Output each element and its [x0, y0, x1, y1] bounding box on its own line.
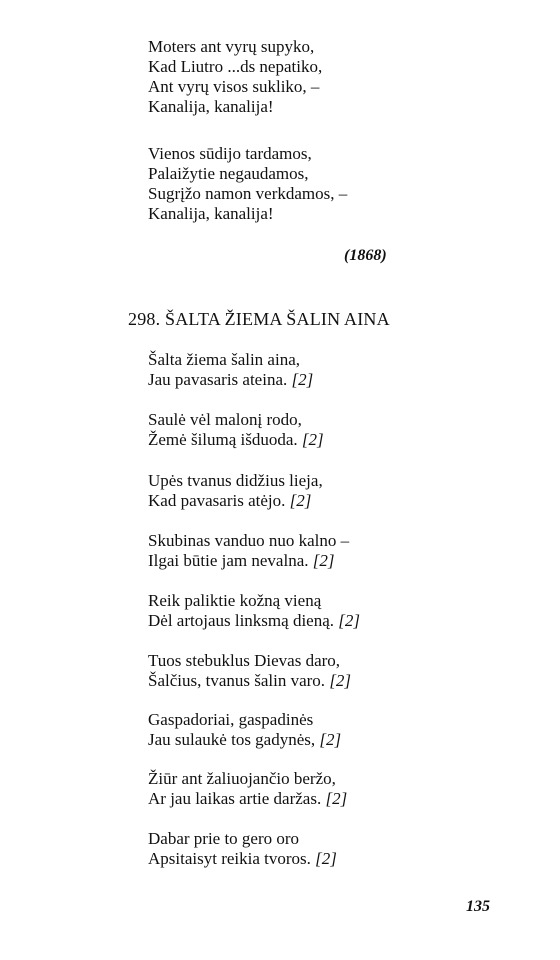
verse-line: [148, 789, 347, 809]
verse-line: Sugrįžo namon verkdamos, –: [148, 184, 348, 203]
verse-line: Tuos stebuklus Dievas daro,: [148, 651, 341, 670]
verse-line: Palaižytie negaudamos,: [148, 164, 309, 183]
repeat-mark: [2]: [301, 430, 324, 449]
stanza: [148, 651, 351, 691]
verse-line: Ant vyrų visos sukliko, –: [148, 77, 320, 96]
verse-line: Upės tvanus didžius lieja,: [148, 471, 323, 490]
repeat-mark: [2]: [315, 849, 337, 868]
stanza: [148, 829, 337, 869]
stanza: [148, 350, 313, 390]
verse-text: Žemė šilumą išduoda.: [148, 430, 298, 449]
repeat-mark: [2]: [312, 551, 335, 570]
verse-line: Vienos sūdijo tardamos,: [148, 144, 312, 163]
verse-text: Dėl artojaus linksmą dieną.: [148, 611, 335, 630]
verse-line: Kad Liutro ...ds nepatiko,: [148, 57, 323, 76]
verse-line: [148, 611, 360, 631]
poem-year: (1868): [344, 247, 387, 264]
verse-text: Ilgai būtie jam nevalna.: [148, 551, 309, 570]
verse-line: Reik paliktie kožną vieną: [148, 591, 322, 610]
verse-line: Gaspadoriai, gaspadinės: [148, 710, 314, 729]
verse-text: Jau pavasaris ateina.: [148, 370, 288, 389]
verse-line: Kanalija, kanalija!: [148, 204, 274, 223]
page-number: 135: [466, 898, 490, 915]
verse-line: [148, 671, 351, 691]
poem-heading: 298. ŠALTA ŽIEMA ŠALIN AINA: [128, 309, 390, 329]
verse-line: Saulė vėl malonį rodo,: [148, 410, 302, 429]
repeat-mark: [2]: [291, 370, 314, 389]
verse-text: Šalčius, tvanus šalin varo.: [148, 671, 326, 690]
repeat-mark: [2]: [319, 730, 342, 749]
verse-line: Moters ant vyrų supyko,: [148, 37, 315, 56]
verse-line: Žiūr ant žaliuojančio beržo,: [148, 769, 336, 788]
verse-line: [148, 849, 337, 869]
repeat-mark: [2]: [289, 491, 312, 510]
verse-line: Šalta žiema šalin aina,: [148, 350, 300, 369]
stanza: [148, 471, 323, 511]
stanza: [148, 410, 324, 450]
verse-text: Jau sulaukė tos gadynės,: [148, 730, 316, 749]
verse-line: [148, 551, 349, 571]
verse-line: [148, 730, 341, 750]
stanza: [148, 37, 322, 117]
stanza: [148, 769, 347, 809]
repeat-mark: [2]: [338, 611, 360, 630]
verse-line: [148, 491, 323, 511]
repeat-mark: [2]: [325, 789, 348, 808]
repeat-mark: [2]: [329, 671, 352, 690]
verse-line: Dabar prie to gero oro: [148, 829, 300, 848]
verse-line: Skubinas vanduo nuo kalno –: [148, 531, 350, 550]
stanza: [148, 591, 360, 631]
stanza: [148, 531, 349, 571]
verse-text: Kad pavasaris atėjo.: [148, 491, 286, 510]
stanza: [148, 710, 341, 750]
verse-text: Apsitaisyt reikia tvoros.: [148, 849, 311, 868]
verse-line: [148, 370, 313, 390]
stanza: [148, 144, 347, 224]
verse-line: [148, 430, 324, 450]
verse-line: Kanalija, kanalija!: [148, 97, 274, 116]
verse-text: Ar jau laikas artie daržas.: [148, 789, 322, 808]
